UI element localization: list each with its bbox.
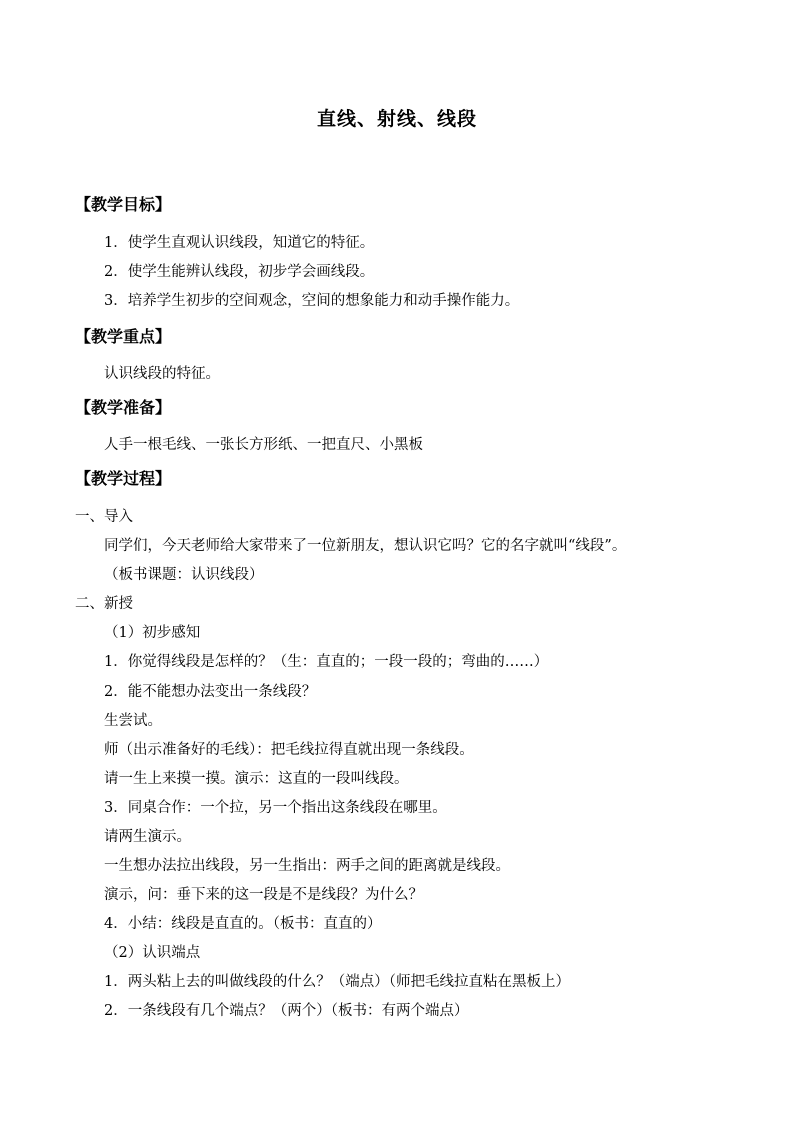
process-part-heading: 一、导入 (75, 509, 133, 525)
prep-text: 人手一根毛线、一张长方形纸、一把直尺、小黑板 (104, 437, 423, 453)
goal-item: 2．使学生能辨认线段，初步学会画线段。 (104, 264, 375, 280)
process-line: 生尝试。 (104, 713, 162, 729)
section-heading-process: 【教学过程】 (75, 469, 172, 488)
focus-text: 认识线段的特征。 (104, 366, 220, 382)
process-line: 一生想办法拉出线段，另一生指出：两手之间的距离就是线段。 (104, 858, 510, 874)
process-line: 演示，问：垂下来的这一段是不是线段？为什么？ (104, 887, 423, 903)
process-line: 2．能不能想办法变出一条线段？ (104, 684, 317, 700)
process-line: 4．小结：线段是直直的。（板书：直直的） (104, 916, 382, 932)
process-line: 1．你觉得线段是怎样的？（生：直直的；一段一段的；弯曲的……） (104, 654, 549, 670)
subsection-heading: （2）认识端点 (104, 945, 201, 961)
process-line: 师（出示准备好的毛线）：把毛线拉得直就出现一条线段。 (104, 742, 474, 758)
process-line: 请两生演示。 (104, 829, 191, 845)
section-heading-goals: 【教学目标】 (75, 195, 172, 214)
process-line: 1．两头粘上去的叫做线段的什么？（端点）（师把毛线拉直粘在黑板上） (104, 974, 570, 990)
process-line: 2．一条线段有几个端点？（两个）（板书：有两个端点） (104, 1003, 469, 1019)
section-heading-prep: 【教学准备】 (75, 398, 172, 417)
process-line: 3．同桌合作：一个拉，另一个指出这条线段在哪里。 (104, 800, 447, 816)
process-line: 请一生上来摸一摸。演示：这直的一段叫线段。 (104, 771, 409, 787)
document-title: 直线、射线、线段 (316, 108, 477, 130)
process-line: （板书课题：认识线段） (104, 567, 264, 583)
subsection-heading: （1）初步感知 (104, 625, 201, 641)
process-part-heading: 二、新授 (75, 596, 133, 612)
section-heading-focus: 【教学重点】 (75, 327, 172, 346)
goal-item: 1．使学生直观认识线段，知道它的特征。 (104, 235, 375, 251)
process-line: 同学们，今天老师给大家带来了一位新朋友，想认识它吗？它的名字就叫“线段”。 (104, 538, 627, 554)
goal-item: 3．培养学生初步的空间观念，空间的想象能力和动手操作能力。 (104, 293, 520, 309)
